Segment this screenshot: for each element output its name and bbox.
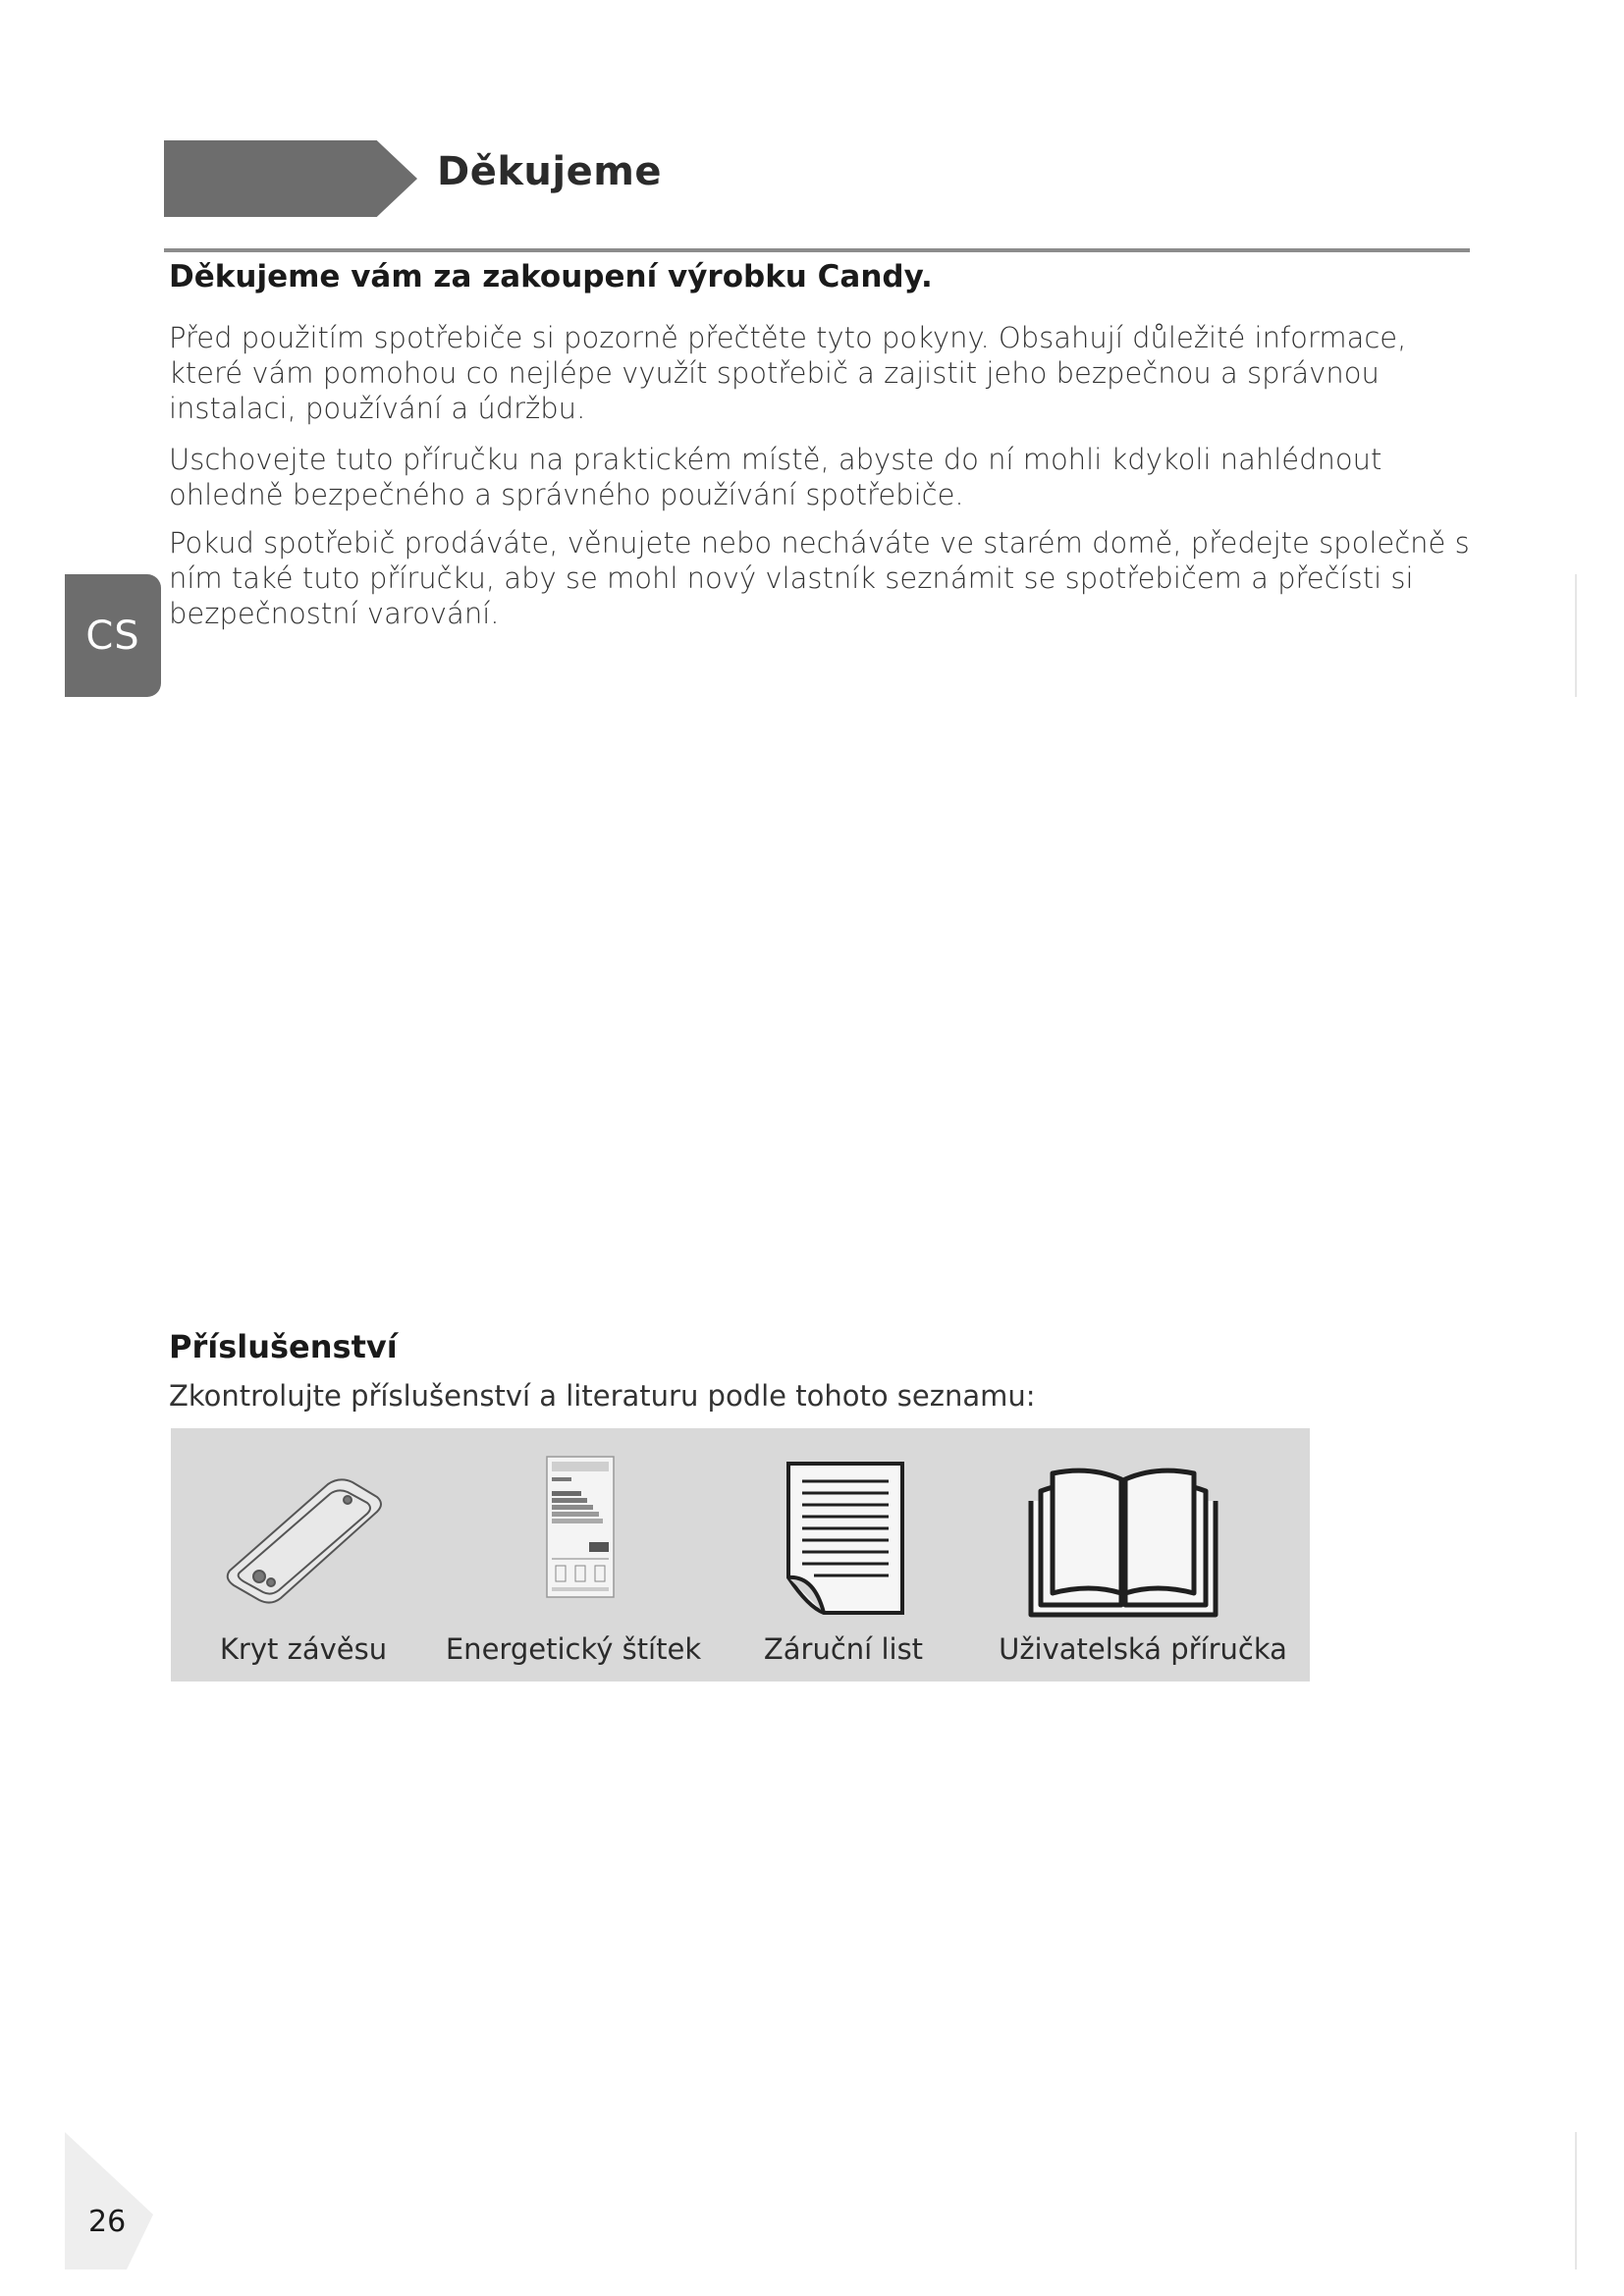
- accessories-panel: [171, 1428, 1310, 1682]
- accessory-label: Kryt závěsu: [219, 1632, 388, 1666]
- intro-paragraph-1: Před použitím spotřebiče si pozorně přečtěte tyto pokyny. Obsahují důležité informace, které vám pomohou co nejlépe využít spotřebič a zajistit jeho bezpečnou a správnou instalaci, používání a údržbu.: [169, 321, 1407, 425]
- user-manual-book-icon: [1025, 1462, 1221, 1619]
- header-divider: [164, 248, 1470, 252]
- page-corner-decoration: [65, 2132, 153, 2269]
- intro-paragraph-2: Uschovejte tuto příručku na praktickém místě, abyste do ní mohli kdykoli nahlédnout ohledně bezpečného a správného používání spotřebiče.: [169, 443, 1382, 511]
- language-tab: CS: [65, 574, 161, 697]
- right-edge-mark: [1575, 574, 1577, 697]
- accessory-hinge-cover: [171, 1428, 436, 1682]
- hinge-cover-icon: [220, 1472, 387, 1610]
- accessory-label: Uživatelská příručka: [999, 1632, 1287, 1666]
- accessory-energy-label: [436, 1428, 711, 1682]
- intro-paragraph-3: Pokud spotřebič prodáváte, věnujete nebo necháváte ve starém domě, předejte společně s ním také tuto příručku, aby se mohl nový vlastník seznámit se spotřebičem a přečísti si bezpečnostní varování.: [169, 526, 1470, 630]
- accessories-title: Příslušenství: [169, 1328, 398, 1365]
- accessory-warranty: [711, 1428, 976, 1682]
- accessory-label: Záruční list: [763, 1632, 924, 1666]
- accessories-subtitle: Zkontrolujte příslušenství a literaturu podle tohoto seznamu:: [169, 1379, 1036, 1413]
- page-number: 26: [88, 2205, 127, 2239]
- intro-lead: Děkujeme vám za zakoupení výrobku Candy.: [169, 259, 933, 294]
- accessory-user-manual: [976, 1428, 1310, 1682]
- accessory-label: Energetický štítek: [445, 1632, 702, 1666]
- warranty-document-icon: [785, 1460, 907, 1617]
- header-arrow-tab: [164, 140, 417, 217]
- right-edge-mark-bottom: [1575, 2132, 1577, 2269]
- energy-label-icon: [546, 1456, 615, 1598]
- page-title: Děkujeme: [437, 149, 663, 194]
